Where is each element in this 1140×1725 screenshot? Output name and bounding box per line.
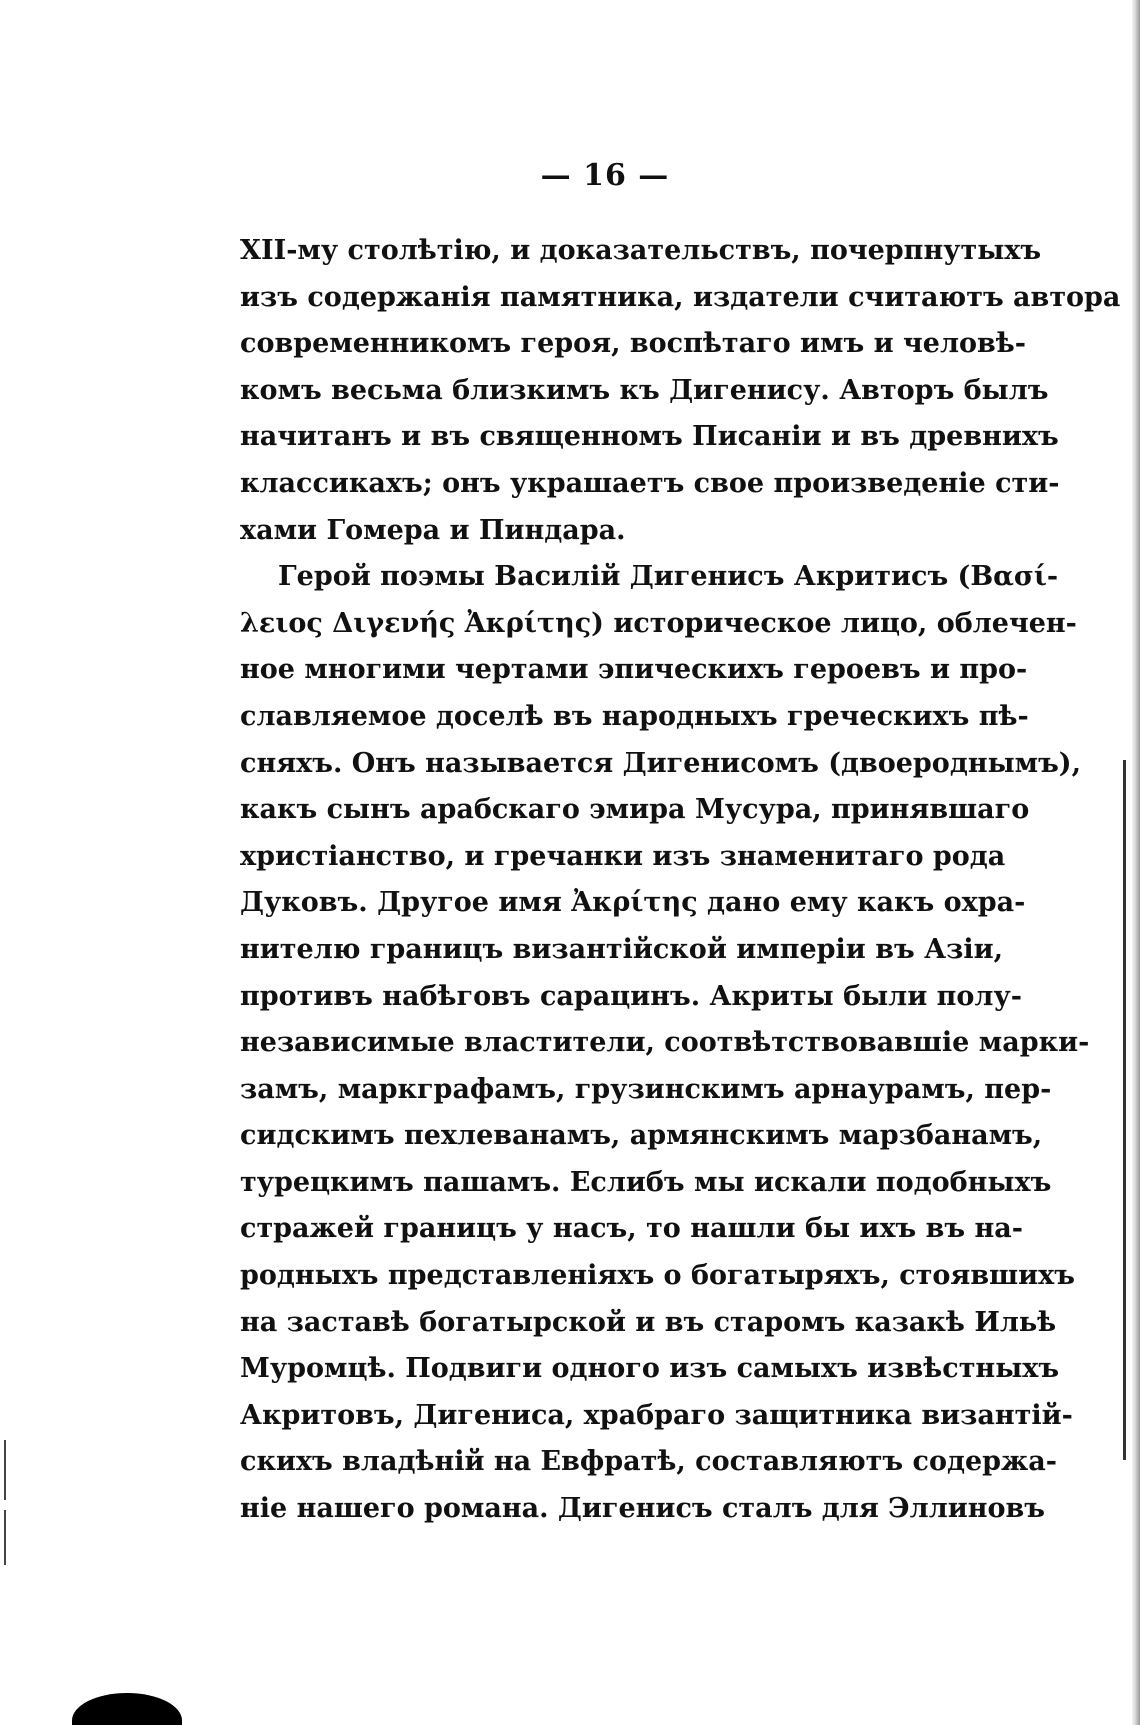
- paragraph-start-line: Герой поэмы Василій Дигенисъ Акритисъ (Βασί-: [278, 561, 1059, 593]
- scan-mark: [4, 1440, 6, 1500]
- text-line: христіанство, и гречанки изъ знаменитаго рода: [240, 840, 1006, 872]
- text-line: Муромцѣ. Подвиги одного изъ самыхъ извѣстныхъ: [240, 1353, 1060, 1385]
- text-line: какъ сынъ арабскаго эмира Мусура, принявшаго: [240, 794, 1030, 826]
- page-edge-shadow: [1132, 0, 1140, 1725]
- text-line: ное многими чертами эпическихъ героевъ и про-: [240, 654, 1028, 686]
- text-line: сидскимъ пехлеванамъ, армянскимъ марзбанамъ,: [240, 1120, 1043, 1152]
- ink-blot: [72, 1693, 182, 1725]
- text-line: турецкимъ пашамъ. Еслибъ мы искали подобныхъ: [240, 1166, 1052, 1198]
- text-line: ніе нашего романа. Дигенисъ сталъ для Эллиновъ: [240, 1493, 1046, 1525]
- scan-mark: [4, 1510, 6, 1565]
- text-line: независимые властители, соотвѣтствовавшіе марки-: [240, 1027, 1090, 1059]
- text-line: Акритовъ, Дигениса, храбраго защитника византій-: [240, 1399, 1073, 1431]
- binding-edge-line: [1123, 760, 1126, 1460]
- text-line: противъ набѣговъ сарацинъ. Акриты были полу-: [240, 980, 1022, 1012]
- text-line: сняхъ. Онъ называется Дигенисомъ (двоероднымъ),: [240, 747, 1081, 779]
- text-line: на заставѣ богатырской и въ старомъ казакѣ Ильѣ: [240, 1306, 1057, 1338]
- text-line: XII-му столѣтію, и доказательствъ, почерпнутыхъ: [240, 235, 1042, 266]
- text-line: славляемое доселѣ въ народныхъ греческихъ пѣ-: [240, 700, 1029, 732]
- page-number: — 16 —: [540, 158, 670, 193]
- text-line: начитанъ и въ священномъ Писаніи и въ древнихъ: [240, 421, 1059, 453]
- text-line: хами Гомера и Пиндара.: [240, 514, 626, 546]
- text-line: современникомъ героя, воспѣтаго имъ и человѣ-: [240, 328, 1026, 360]
- text-line: родныхъ представленіяхъ о богатыряхъ, стоявшихъ: [240, 1260, 1075, 1292]
- body-text: [240, 228, 1121, 1533]
- text-line: замъ, маркграфамъ, грузинскимъ арнаурамъ, пер-: [240, 1073, 1052, 1105]
- text-line: комъ весьма близкимъ къ Дигенису. Авторъ былъ: [240, 374, 1049, 406]
- text-line: λειος Διγενής Ἀκρίτης) историческое лицо, облечен-: [240, 607, 1077, 639]
- text-line: Дуковъ. Другое имя Ἀκρίτης дано ему какъ охра-: [240, 887, 1026, 919]
- text-line: скихъ владѣній на Евфратѣ, составляютъ содержа-: [240, 1446, 1057, 1478]
- text-line: классикахъ; онъ украшаетъ свое произведеніе сти-: [240, 467, 1060, 499]
- text-line: изъ содержанія памятника, издатели считаютъ автора: [240, 281, 1121, 313]
- text-line: нителю границъ византійской имперіи въ Азіи,: [240, 933, 1004, 965]
- text-line: стражей границъ у насъ, то нашли бы ихъ въ на-: [240, 1213, 1023, 1245]
